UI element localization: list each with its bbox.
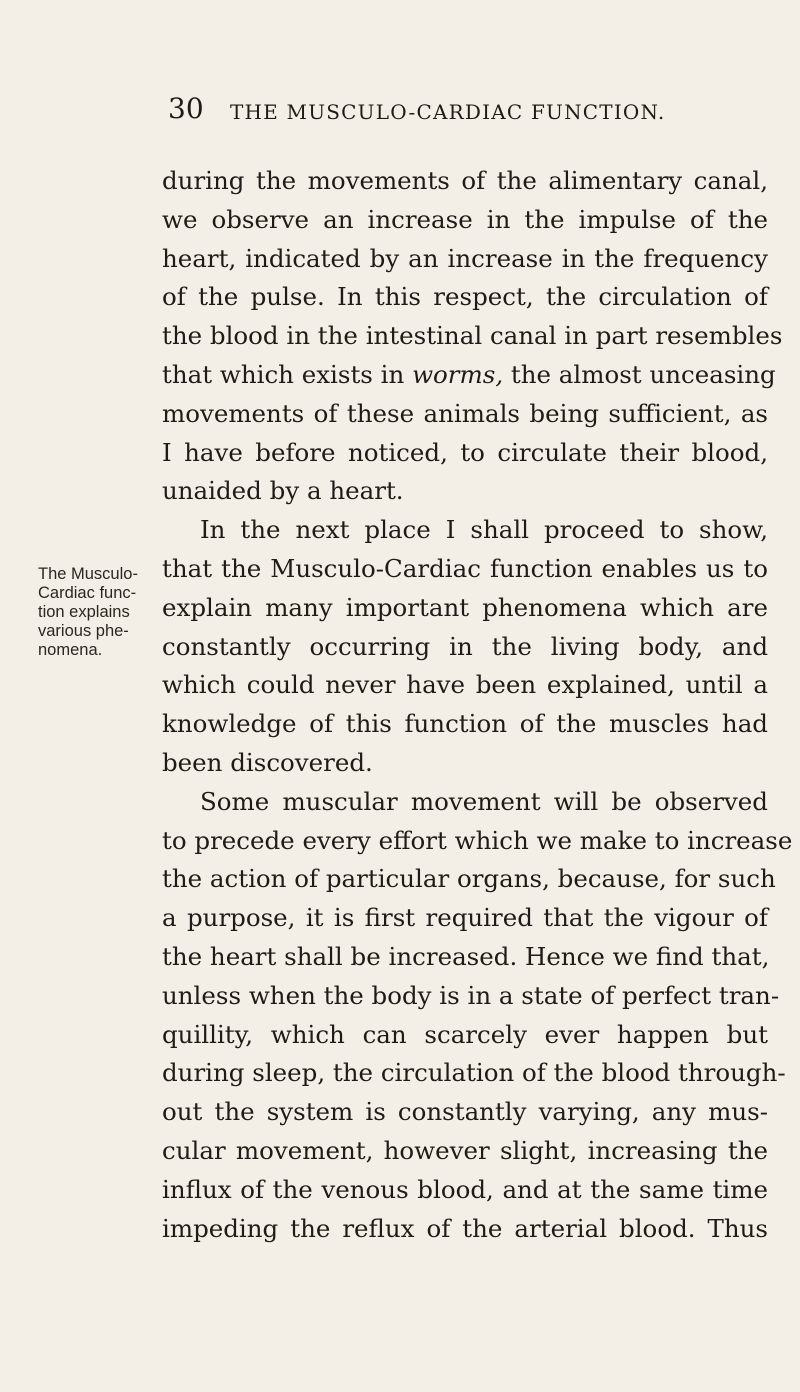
margin-note-line: The Musculo- <box>38 565 138 583</box>
body-text <box>162 162 793 1248</box>
margin-note <box>38 565 162 660</box>
text-line: of the pulse. In this respect, the circulation of <box>162 282 768 312</box>
page-number: 30 <box>168 92 204 125</box>
text-line: we observe an increase in the impulse of the <box>162 204 768 234</box>
text-line: influx of the venous blood, and at the same time <box>162 1174 768 1204</box>
text-line: a purpose, it is first required that the vigour of <box>162 903 768 933</box>
text-line: impeding the reflux of the arterial blood. Thus <box>162 1213 768 1243</box>
text-line: the action of particular organs, because, for such <box>162 864 776 894</box>
margin-note-line: nomena. <box>38 641 103 659</box>
text-run: that which exists in <box>162 359 413 389</box>
text-line: explain many important phenomena which are <box>162 592 768 622</box>
running-head: THE MUSCULO-CARDIAC FUNCTION. <box>230 100 666 124</box>
text-line: movements of these animals being sufficient, as <box>162 398 768 428</box>
text-line: the blood in the intestinal canal in part resembles <box>162 321 783 351</box>
text-line: that the Musculo-Cardiac function enables us to <box>162 553 768 583</box>
text-line: cular movement, however slight, increasing the <box>162 1135 768 1165</box>
text-line: been discovered. <box>162 747 373 777</box>
text-line: which could never have been explained, until a <box>162 670 768 700</box>
text-line: out the system is constantly varying, any mus- <box>162 1097 768 1127</box>
text-line: unless when the body is in a state of perfect tran- <box>162 980 780 1010</box>
text-line: quillity, which can scarcely ever happen but <box>162 1019 768 1049</box>
text-line: Some muscular movement will be observed <box>200 786 768 816</box>
text-line: to precede every effort which we make to increase <box>162 825 793 855</box>
text-line: knowledge of this function of the muscles had <box>162 709 768 739</box>
page-header <box>168 92 768 136</box>
text-line: during the movements of the alimentary canal, <box>162 166 768 195</box>
text-line: In the next place I shall proceed to show, <box>200 515 768 545</box>
text-line: heart, indicated by an increase in the frequency <box>162 243 768 273</box>
text-run: the almost unceasing <box>503 359 776 389</box>
margin-note-line: tion explains <box>38 603 130 621</box>
text-line: during sleep, the circulation of the blood through- <box>162 1058 786 1088</box>
text-line: unaided by a heart. <box>162 476 404 506</box>
text-line: I have before noticed, to circulate their blood, <box>162 437 768 467</box>
italic-term: worms, <box>412 359 504 389</box>
text-line: the heart shall be increased. Hence we find that, <box>162 941 770 971</box>
text-line: constantly occurring in the living body, and <box>162 631 768 661</box>
text-line <box>162 356 776 395</box>
margin-note-line: Cardiac func- <box>38 584 137 602</box>
margin-note-line: various phe- <box>38 622 129 640</box>
